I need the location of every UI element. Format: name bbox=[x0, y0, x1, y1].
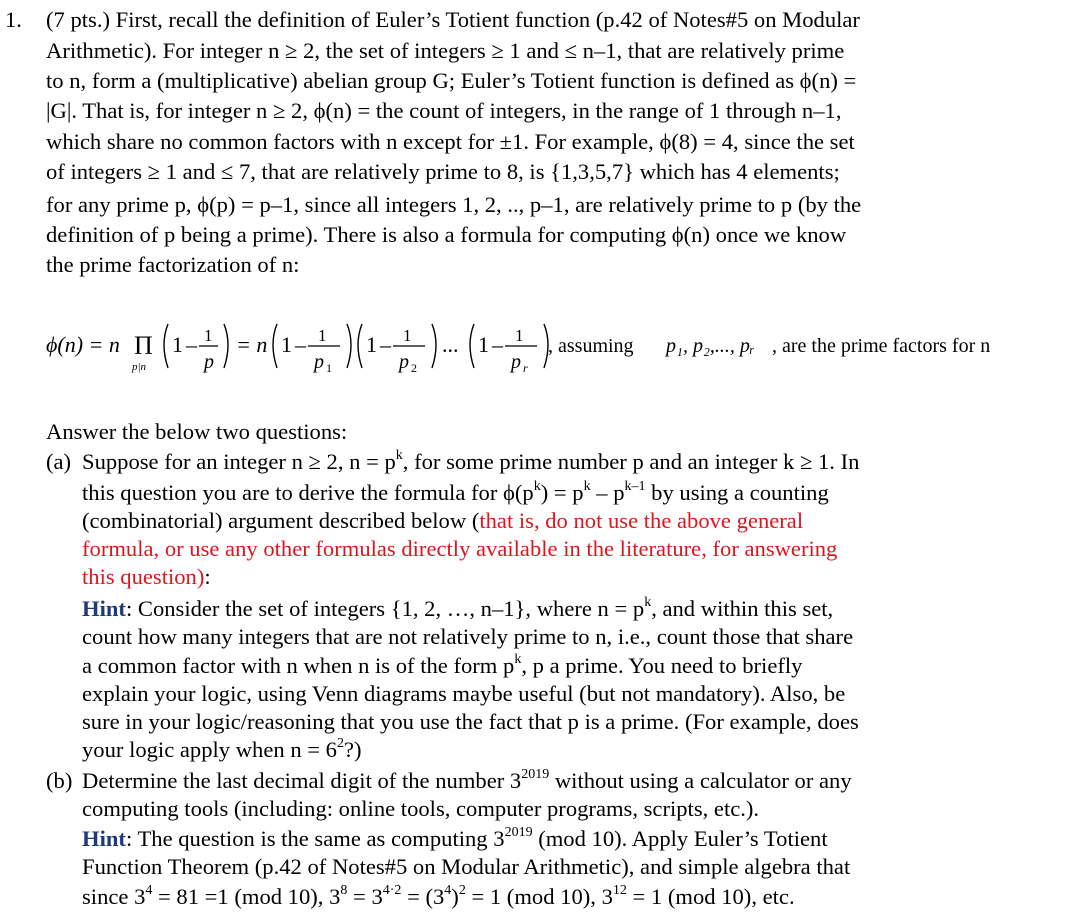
intro-line: which share no common factors with n except for ±1. For example, ϕ(8) = 4, since the set bbox=[46, 129, 855, 154]
formula-one: 1 bbox=[318, 326, 327, 345]
svg-text:–: – bbox=[492, 332, 503, 357]
part-b-line: computing tools (including: online tools, computer programs, scripts, etc.). bbox=[82, 796, 760, 821]
intro-line: to n, form a (multiplicative) abelian group G; Euler’s Totient function is defined as ϕ(n) = bbox=[46, 68, 857, 93]
part-a-hint: Hint: Consider the set of integers {1, 2, …, n–1}, where $n = p^k$, and within this set, bbox=[82, 595, 834, 621]
formula-mid-eq: = n bbox=[236, 332, 268, 357]
formula-one: 1 bbox=[281, 332, 292, 357]
formula-one: 1 bbox=[403, 326, 412, 345]
formula-lhs: ϕ(n) = n bbox=[46, 332, 120, 357]
formula-one: 1 bbox=[204, 326, 213, 345]
problem-number: 1. bbox=[5, 7, 22, 32]
formula-pr-sub: r bbox=[523, 361, 528, 375]
part-b-hint-line: since $3^4 = 81 =1$ (mod 10), $3^8 = 3^{4\cdot 2} = (3^4)^2 = 1$ (mod 10), $3^{12} = 1$ (mod 10), etc. bbox=[82, 883, 795, 909]
intro-line: |G|. That is, for integer n ≥ 2, ϕ(n) = the count of integers, in the range of 1 through n–1, bbox=[46, 98, 842, 123]
formula-p: p bbox=[204, 351, 214, 373]
part-a-hint-line: count how many integers that are not relatively prime to n, i.e., count those that share bbox=[82, 624, 854, 649]
part-a-red-line: formula, or use any other formulas directly available in the literature, for answering bbox=[82, 536, 838, 561]
answer-header: Answer the below two questions: bbox=[46, 419, 348, 444]
intro-line: Arithmetic). For integer n ≥ 2, the set of integers ≥ 1 and ≤ n–1, that are relatively prime bbox=[46, 38, 845, 63]
formula-p1: p bbox=[314, 351, 324, 373]
part-b-label: (b) bbox=[46, 768, 73, 793]
svg-text:–: – bbox=[295, 332, 306, 357]
part-a-red-line: this question): bbox=[82, 564, 211, 589]
formula-assuming-list: p₁, p₂,..., pᵣ bbox=[666, 335, 755, 357]
totient-formula bbox=[44, 316, 1054, 376]
intro-line: for any prime p, ϕ(p) = p–1, since all integers 1, 2, .., p–1, are relatively prime to p (by the bbox=[46, 192, 862, 217]
part-a-line: Suppose for an integer n ≥ 2, $n = p^k$, for some prime number p and an integer k ≥ 1. In bbox=[82, 448, 860, 474]
formula-one: 1 bbox=[172, 332, 183, 357]
formula-pr: p bbox=[511, 351, 521, 373]
formula-p1-sub: 1 bbox=[326, 361, 332, 375]
intro-line: the prime factorization of n: bbox=[46, 252, 300, 277]
svg-text:–: – bbox=[380, 332, 391, 357]
part-b-line: Determine the last decimal digit of the number $3^{2019}$ without using a calculator or any bbox=[82, 767, 852, 793]
part-a-hint-line: sure in your logic/reasoning that you use the fact that p is a prime. (For example, does bbox=[82, 709, 859, 734]
formula-product-sub: p|n bbox=[132, 361, 147, 373]
part-a-hint-line: explain your logic, using Venn diagrams maybe useful (but not mandatory). Also, be bbox=[82, 681, 846, 706]
product-symbol: Π bbox=[134, 331, 153, 360]
svg-text:–: – bbox=[186, 332, 197, 357]
part-b-hint-line: Function Theorem (p.42 of Notes#5 on Modular Arithmetic), and simple algebra that bbox=[82, 854, 851, 879]
formula-dots: ... bbox=[442, 332, 459, 357]
intro-line: of integers ≥ 1 and ≤ 7, that are relatively prime to 8, is {1,3,5,7} which has 4 elements; bbox=[46, 159, 840, 184]
formula-assuming-tail: , are the prime factors for n bbox=[772, 335, 991, 357]
part-a-hint-line: a common factor with n when n is of the form $p^k$, p a prime. You need to briefly bbox=[82, 652, 803, 678]
part-a-line: this question you are to derive the formula for $\phi(p^k) = p^k - p^{k-1}$ by using a counting bbox=[82, 479, 829, 505]
part-a-label: (a) bbox=[46, 449, 72, 474]
formula-one: 1 bbox=[366, 332, 377, 357]
intro-line: (7 pts.) First, recall the definition of Euler’s Totient function (p.42 of Notes#5 on Modular bbox=[46, 7, 860, 32]
formula-p2-sub: 2 bbox=[411, 361, 417, 375]
formula-one: 1 bbox=[478, 332, 489, 357]
formula-assuming: , assuming bbox=[548, 335, 634, 357]
part-b-hint: Hint: The question is the same as computing $3^{2019}$ (mod 10). Apply Euler’s Totient bbox=[82, 825, 828, 851]
hint-label: Hint bbox=[82, 596, 126, 621]
hint-label: Hint bbox=[82, 826, 126, 851]
formula-one: 1 bbox=[515, 326, 524, 345]
formula-p2: p bbox=[399, 351, 409, 373]
intro-line: definition of p being a prime). There is also a formula for computing ϕ(n) once we know bbox=[46, 222, 847, 247]
part-a-line: (combinatorial) argument described below (that is, do not use the above general bbox=[82, 508, 804, 533]
part-a-hint-line: your logic apply when $n = 6^2$?) bbox=[82, 736, 362, 762]
red-emphasis: that is, do not use the above general bbox=[479, 508, 804, 533]
